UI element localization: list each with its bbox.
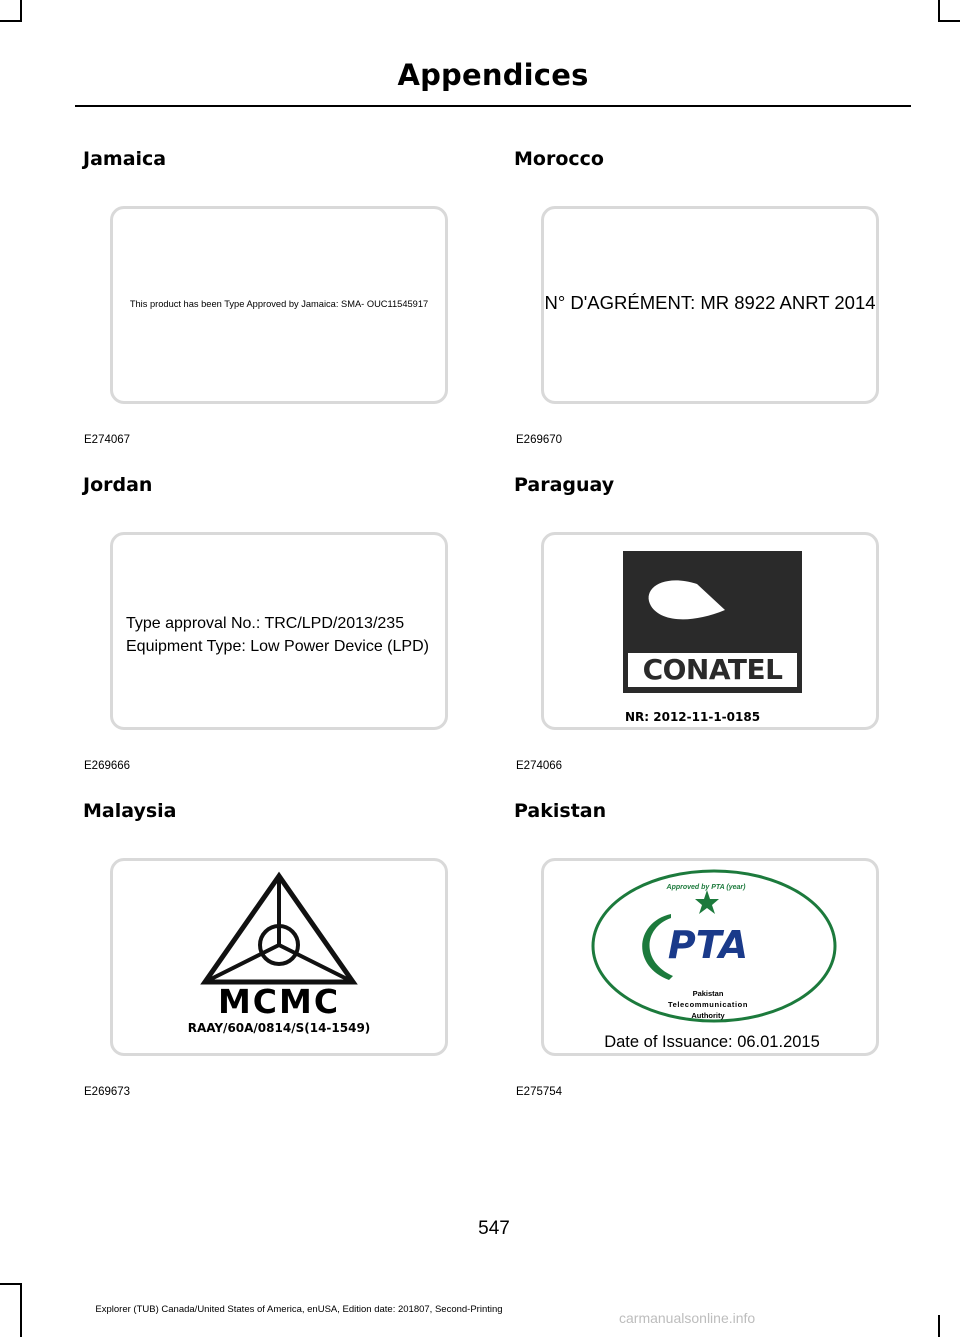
edition-footer: Explorer (TUB) Canada/United States of America, enUSA, Edition date: 201807, Second-Printing — [95, 1304, 503, 1315]
pta-org-line-2: Telecommunication — [667, 1000, 749, 1009]
crop-mark-top-right-h — [938, 20, 960, 22]
paraguay-registration-number: NR: 2012-11-1-0185 — [625, 710, 761, 724]
section-heading-pakistan: Pakistan — [514, 800, 607, 822]
conatel-logo — [623, 551, 802, 693]
pta-logo-text: PTA — [667, 923, 749, 967]
section-heading-malaysia: Malaysia — [83, 800, 177, 822]
conatel-logo-text: CONATEL — [628, 653, 797, 687]
label-box-jordan — [110, 532, 448, 730]
section-heading-morocco: Morocco — [514, 148, 604, 170]
title-rule — [75, 105, 911, 107]
crop-mark-top-left-v — [20, 0, 22, 22]
label-box-paraguay — [541, 532, 879, 730]
crop-mark-top-left-h — [0, 20, 22, 22]
label-box-pakistan — [541, 858, 879, 1056]
figure-id-morocco: E269670 — [516, 434, 563, 446]
figure-id-jordan: E269666 — [84, 760, 131, 772]
section-heading-jamaica: Jamaica — [83, 148, 167, 170]
label-box-morocco — [541, 206, 879, 404]
figure-id-jamaica: E274067 — [84, 434, 131, 446]
jordan-approval-line-1: Type approval No.: TRC/LPD/2013/235 — [126, 615, 405, 632]
pta-org-line-1: Pakistan — [692, 989, 724, 998]
crop-mark-top-right-v — [938, 0, 940, 22]
watermark-link[interactable]: carmanualsonline.info — [619, 1310, 756, 1326]
figure-id-pakistan: E275754 — [516, 1086, 563, 1098]
page-number: 547 — [478, 1218, 510, 1239]
morocco-approval-text: N° D'AGRÉMENT: MR 8922 ANRT 2014 — [544, 292, 876, 313]
label-box-jamaica — [110, 206, 448, 404]
section-heading-paraguay: Paraguay — [514, 474, 615, 496]
crop-mark-bottom-left-h — [0, 1283, 22, 1285]
pta-org-line-3: Authority — [691, 1011, 725, 1020]
malaysia-registration-number: RAAY/60A/0814/S(14-1549) — [187, 1021, 371, 1035]
page-title: Appendices — [397, 58, 589, 92]
figure-id-paraguay: E274066 — [516, 760, 563, 772]
pta-approved-arc-text: Approved by PTA (year) — [666, 884, 746, 891]
jordan-approval-line-2: Equipment Type: Low Power Device (LPD) — [126, 638, 429, 655]
section-heading-jordan: Jordan — [83, 474, 153, 496]
jamaica-approval-text: This product has been Type Approved by Jamaica: SMA- OUC11545917 — [129, 299, 429, 309]
mcmc-logo-text: MCMC — [217, 982, 341, 1021]
conatel-emblem-icon — [623, 551, 802, 647]
crop-mark-bottom-right-v — [938, 1315, 940, 1337]
figure-id-malaysia: E269673 — [84, 1086, 131, 1098]
label-box-malaysia — [110, 858, 448, 1056]
pakistan-issuance-date: Date of Issuance: 06.01.2015 — [604, 1033, 820, 1051]
